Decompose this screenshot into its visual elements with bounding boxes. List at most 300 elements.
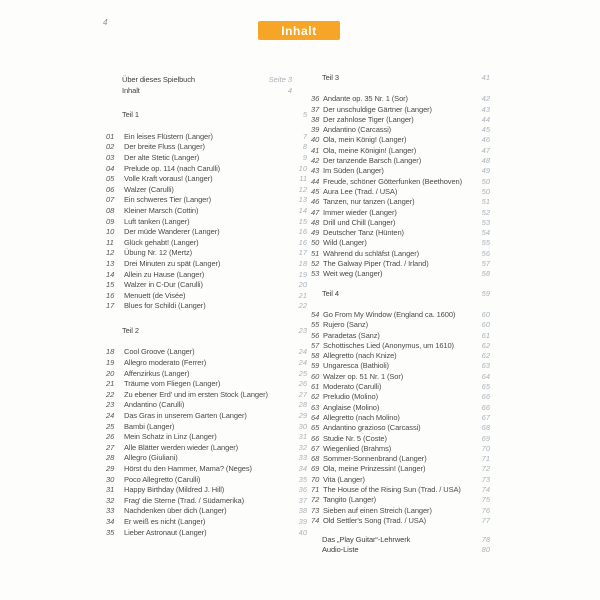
entry-page-number: 73 — [481, 474, 490, 484]
entry-title: Sieben auf einen Streich (Langer) — [323, 505, 432, 515]
entry-title: Walzer op. 51 Nr. 1 (Sor) — [323, 371, 404, 381]
entry-page-number: 43 — [481, 104, 490, 114]
toc-entry-row — [106, 164, 307, 175]
entry-page-number: 53 — [481, 217, 490, 227]
entry-title: Ein schweres Tier (Langer) — [124, 195, 212, 205]
entry-number: 29 — [106, 464, 115, 473]
toc-entry-row — [311, 485, 490, 495]
entry-title: Übung Nr. 12 (Mertz) — [124, 248, 193, 258]
toc-entry-row — [106, 485, 307, 496]
toc-entry-row — [106, 280, 307, 291]
entry-page-number: 34 — [298, 464, 307, 473]
entry-page-number: 60 — [481, 320, 490, 330]
entry-title: Volle Kraft voraus! (Langer) — [124, 174, 213, 184]
toc-entry-row — [106, 174, 307, 185]
toc-meta-row — [311, 535, 490, 545]
toc-entry-row — [311, 166, 490, 176]
entry-number: 67 — [311, 443, 320, 453]
entry-page-number: 16 — [298, 237, 307, 247]
entry-title: Mein Schatz in Linz (Langer) — [124, 432, 217, 442]
entry-title: Alle Blätter werden wieder (Langer) — [124, 442, 239, 452]
entry-page-number: 29 — [298, 411, 307, 421]
entry-title: Old Settler's Song (Trad. / USA) — [323, 515, 426, 525]
entry-page-number: 49 — [481, 166, 490, 176]
entry-number: 18 — [106, 347, 115, 357]
entry-page-number: 65 — [481, 382, 490, 392]
toc-entry-row — [311, 423, 490, 433]
section-title: Teil 4 — [322, 288, 339, 298]
entry-number: 45 — [311, 186, 320, 196]
entry-number: 46 — [311, 197, 320, 207]
toc-entry-row — [311, 218, 490, 228]
entry-title: Studie Nr. 5 (Coste) — [323, 433, 387, 443]
entry-title: The House of the Rising Sun (Trad. / USA) — [323, 484, 461, 494]
entry-page-number: 50 — [481, 176, 490, 186]
section-page-number: 23 — [298, 325, 307, 335]
toc-entry-row — [311, 135, 490, 145]
toc-meta-row — [311, 545, 490, 555]
entry-title: Walzer in C-Dur (Carulli) — [124, 280, 203, 290]
toc-entry-row — [311, 310, 490, 320]
entry-number: 19 — [106, 358, 115, 368]
entry-title: Glück gehabt! (Langer) — [124, 237, 199, 247]
entry-title: Go From My Window (England ca. 1600) — [323, 309, 456, 319]
entry-number: 10 — [106, 227, 115, 237]
entry-page-number: 12 — [298, 184, 307, 194]
entry-page-number: 15 — [298, 216, 307, 226]
entry-number: 12 — [106, 248, 115, 258]
entry-title: Träume vom Fliegen (Langer) — [124, 379, 221, 389]
entry-page-number: 33 — [298, 453, 307, 463]
entry-page-number: 28 — [298, 400, 307, 410]
entry-title: Kleiner Marsch (Cottin) — [124, 205, 199, 215]
entry-title: Allegretto (nach Molino) — [323, 412, 400, 422]
entry-number: 61 — [311, 382, 320, 392]
entry-number: 63 — [311, 402, 320, 412]
section-title: Teil 3 — [322, 73, 339, 82]
entry-number: 48 — [311, 217, 320, 227]
entry-page-number: 37 — [298, 495, 307, 505]
entry-title: Walzer (Carulli) — [124, 184, 174, 194]
entry-page-number: 55 — [481, 238, 490, 248]
entry-number: 70 — [311, 474, 320, 484]
entry-page-number: 50 — [481, 186, 490, 196]
entry-title: Ola, meine Königin! (Langer) — [323, 145, 417, 155]
toc-entry-row — [311, 361, 490, 371]
entry-title: Aura Lee (Trad. / USA) — [323, 186, 398, 196]
entry-number: 14 — [106, 269, 115, 279]
meta-title: Inhalt — [122, 85, 140, 95]
entry-number: 50 — [311, 238, 320, 248]
section-header-row — [311, 73, 490, 83]
entry-page-number: 14 — [298, 205, 307, 215]
entry-number: 08 — [106, 205, 115, 215]
toc-entry-row — [311, 331, 490, 341]
toc-entry-row — [311, 351, 490, 361]
entry-title: Allein zu Hause (Langer) — [124, 269, 205, 279]
entry-number: 58 — [311, 351, 320, 361]
entry-number: 30 — [106, 474, 115, 484]
entry-title: Allegretto (nach Knize) — [323, 351, 397, 361]
entry-number: 47 — [311, 207, 320, 217]
entry-page-number: 61 — [481, 330, 490, 340]
entry-title: Prelude op. 114 (nach Carulli) — [124, 163, 221, 173]
entry-title: Andante op. 35 Nr. 1 (Sor) — [323, 94, 408, 104]
entry-page-number: 25 — [298, 368, 307, 378]
entry-title: Bambi (Langer) — [124, 421, 175, 431]
entry-page-number: 24 — [298, 347, 307, 357]
toc-entry-row — [106, 217, 307, 228]
entry-number: 09 — [106, 216, 115, 226]
entry-title: Während du schläfst (Langer) — [323, 248, 420, 258]
toc-entry-row — [106, 358, 307, 369]
entry-number: 38 — [311, 114, 320, 124]
toc-entry-row — [311, 177, 490, 187]
toc-entry-row — [106, 227, 307, 238]
entry-number: 06 — [106, 184, 115, 194]
entry-number: 16 — [106, 290, 115, 300]
entry-page-number: 24 — [298, 358, 307, 368]
toc-entry-row — [311, 413, 490, 423]
toc-entry-row — [311, 444, 490, 454]
section-page-number: 59 — [481, 288, 490, 298]
toc-entry-row — [311, 94, 490, 104]
toc-entry-row — [311, 506, 490, 516]
toc-entry-row — [106, 432, 307, 443]
toc-entry-row — [311, 238, 490, 248]
entry-title: Er weiß es nicht (Langer) — [124, 516, 206, 526]
entry-title: Tangito (Langer) — [323, 495, 377, 505]
entry-number: 59 — [311, 361, 320, 371]
entry-number: 68 — [311, 454, 320, 464]
entry-title: Der müde Wanderer (Langer) — [124, 227, 220, 237]
entry-title: Rujero (Sanz) — [323, 320, 368, 330]
toc-entry-row — [311, 454, 490, 464]
entry-number: 60 — [311, 371, 320, 381]
entry-number: 01 — [106, 131, 115, 141]
entry-title: Andantino (Carcassi) — [323, 125, 392, 135]
entry-number: 65 — [311, 423, 320, 433]
entry-page-number: 58 — [481, 269, 490, 279]
entry-page-number: 69 — [481, 433, 490, 443]
entry-title: Zu ebener Erd' und im ersten Stock (Langer) — [124, 389, 268, 399]
entry-title: Drill und Chill (Langer) — [323, 217, 396, 227]
entry-title: Andantino (Carulli) — [124, 400, 185, 410]
entry-title: Ola, mein König! (Langer) — [323, 135, 407, 145]
entry-number: 24 — [106, 411, 115, 421]
entry-page-number: 38 — [298, 506, 307, 516]
toc-entry-row — [106, 270, 307, 281]
entry-title: Der unschuldige Gärtner (Langer) — [323, 104, 432, 114]
entry-number: 74 — [311, 515, 320, 525]
entry-title: Deutscher Tanz (Hünten) — [323, 228, 404, 238]
entry-title: Hörst du den Hammer, Mama? (Neges) — [124, 464, 252, 473]
entry-title: Cool Groove (Langer) — [124, 347, 195, 357]
entry-page-number: 27 — [298, 389, 307, 399]
entry-title: Paradetas (Sanz) — [323, 330, 380, 340]
entry-page-number: 64 — [481, 371, 490, 381]
toc-entry-row — [311, 228, 490, 238]
entry-page-number: 60 — [481, 309, 490, 319]
entry-title: Der zahnlose Tiger (Langer) — [323, 114, 414, 124]
toc-entry-row — [106, 400, 307, 411]
toc-entry-row — [311, 382, 490, 392]
section-title: Teil 2 — [122, 325, 139, 335]
toc-entry-row — [311, 341, 490, 351]
entry-page-number: 77 — [481, 515, 490, 525]
entry-page-number: 63 — [481, 361, 490, 371]
toc-entry-row — [311, 105, 490, 115]
entry-number: 41 — [311, 145, 320, 155]
meta-page-number: 80 — [481, 545, 490, 555]
toc-entry-row — [106, 195, 307, 206]
toc-entry-row — [311, 475, 490, 485]
entry-page-number: 62 — [481, 340, 490, 350]
entry-page-number: 36 — [298, 485, 307, 495]
toc-entry-row — [311, 249, 490, 259]
entry-page-number: 35 — [298, 474, 307, 484]
entry-number: 32 — [106, 495, 115, 505]
entry-page-number: 42 — [481, 94, 490, 104]
entry-title: Andantino grazioso (Carcassi) — [323, 423, 421, 433]
entry-title: Ungaresca (Bathioli) — [323, 361, 389, 371]
entry-page-number: 44 — [481, 114, 490, 124]
entry-page-number: 11 — [299, 174, 307, 184]
entry-page-number: 56 — [481, 248, 490, 258]
entry-page-number: 31 — [298, 432, 307, 442]
toc-entry-row — [311, 320, 490, 330]
entry-number: 71 — [311, 484, 320, 494]
toc-entry-row — [106, 153, 307, 164]
entry-title: Wild (Langer) — [323, 238, 367, 248]
corner-page-number: 4 — [103, 18, 108, 27]
meta-page-number: 78 — [481, 535, 490, 545]
entry-number: 64 — [311, 412, 320, 422]
toc-entry-row — [311, 259, 490, 269]
toc-entry-row — [106, 464, 307, 475]
toc-entry-row — [106, 369, 307, 380]
toc-entry-row — [106, 248, 307, 259]
toc-entry-row — [106, 259, 307, 270]
meta-title: Das „Play Guitar“-Lehrwerk — [322, 535, 411, 545]
entry-page-number: 40 — [298, 527, 307, 537]
entry-title: Ola, meine Prinzessin! (Langer) — [323, 464, 426, 474]
entry-title: Weit weg (Langer) — [323, 269, 383, 279]
entry-number: 56 — [311, 330, 320, 340]
toc-entry-row — [311, 197, 490, 207]
entry-number: 28 — [106, 453, 115, 463]
entry-title: Schottisches Lied (Anonymus, um 1610) — [323, 340, 454, 350]
toc-entry-row — [106, 517, 307, 528]
entry-number: 34 — [106, 516, 115, 526]
toc-entry-row — [311, 115, 490, 125]
toc-entry-row — [106, 506, 307, 517]
toc-column-left — [106, 70, 307, 538]
entry-page-number: 70 — [481, 443, 490, 453]
entry-number: 36 — [311, 94, 320, 104]
toc-entry-row — [106, 301, 307, 312]
entry-number: 07 — [106, 195, 115, 205]
entry-title: Luft tanken (Langer) — [124, 216, 190, 226]
entry-number: 11 — [106, 237, 114, 247]
entry-title: Ein leises Flüstern (Langer) — [124, 131, 213, 141]
entry-title: Nachdenken über dich (Langer) — [124, 506, 227, 516]
entry-page-number: 74 — [481, 484, 490, 494]
entry-title: Immer wieder (Langer) — [323, 207, 397, 217]
entry-page-number: 7 — [302, 131, 307, 141]
entry-number: 35 — [106, 527, 115, 537]
entry-title: Anglaise (Molino) — [323, 402, 380, 412]
entry-number: 66 — [311, 433, 320, 443]
entry-title: Allegro moderato (Ferrer) — [124, 358, 207, 368]
entry-title: Happy Birthday (Mildred J. Hill) — [124, 485, 225, 495]
entry-number: 13 — [106, 258, 115, 268]
entry-title: Im Süden (Langer) — [323, 166, 384, 176]
entry-page-number: 18 — [298, 258, 307, 268]
entry-page-number: 67 — [481, 412, 490, 422]
toc-entry-row — [311, 269, 490, 279]
entry-title: Poco Allegretto (Carulli) — [124, 474, 201, 484]
entry-title: Moderato (Carulli) — [323, 382, 382, 392]
toc-entry-row — [106, 132, 307, 143]
entry-number: 17 — [106, 301, 115, 311]
meta-title: Über dieses Spielbuch — [122, 75, 195, 84]
entry-title: Frag' die Sterne (Trad. / Südamerika) — [124, 495, 245, 505]
toc-column-right — [311, 70, 490, 556]
toc-entry-row — [311, 125, 490, 135]
toc-entry-row — [106, 347, 307, 358]
entry-number: 73 — [311, 505, 320, 515]
toc-meta-row — [106, 75, 307, 86]
entry-page-number: 32 — [298, 442, 307, 452]
entry-number: 39 — [311, 125, 320, 135]
entry-number: 49 — [311, 228, 320, 238]
toc-entry-row — [311, 156, 490, 166]
entry-page-number: 45 — [481, 125, 490, 135]
entry-number: 40 — [311, 135, 320, 145]
entry-page-number: 13 — [298, 195, 307, 205]
entry-number: 69 — [311, 464, 320, 474]
toc-entry-row — [106, 390, 307, 401]
entry-page-number: 72 — [481, 464, 490, 474]
entry-number: 55 — [311, 320, 320, 330]
entry-number: 20 — [106, 368, 115, 378]
toc-entry-row — [106, 291, 307, 302]
entry-number: 72 — [311, 495, 320, 505]
entry-number: 25 — [106, 421, 115, 431]
toc-entry-row — [106, 411, 307, 422]
entry-page-number: 16 — [298, 227, 307, 237]
entry-number: 04 — [106, 163, 115, 173]
section-header-row — [106, 326, 307, 337]
entry-number: 33 — [106, 506, 115, 516]
entry-number: 43 — [311, 166, 320, 176]
entry-number: 54 — [311, 309, 320, 319]
entry-title: Drei Minuten zu spät (Langer) — [124, 258, 221, 268]
entry-page-number: 20 — [298, 280, 307, 290]
entry-title: Menuett (de Visée) — [124, 290, 186, 300]
toc-entry-row — [311, 403, 490, 413]
entry-title: Blues for Schildi (Langer) — [124, 301, 206, 311]
entry-number: 23 — [106, 400, 115, 410]
section-header-row — [106, 110, 307, 121]
entry-page-number: 19 — [298, 269, 307, 279]
entry-number: 15 — [106, 280, 115, 290]
toc-entry-row — [311, 146, 490, 156]
toc-entry-row — [106, 142, 307, 153]
section-title: Teil 1 — [122, 110, 139, 120]
entry-number: 53 — [311, 269, 320, 279]
entry-title: Vita (Langer) — [323, 474, 365, 484]
entry-number: 52 — [311, 259, 320, 269]
toc-entry-row — [311, 495, 490, 505]
entry-page-number: 48 — [481, 156, 490, 166]
toc-entry-row — [311, 464, 490, 474]
entry-page-number: 62 — [481, 351, 490, 361]
entry-page-number: 71 — [481, 454, 490, 464]
entry-page-number: 76 — [481, 505, 490, 515]
entry-title: Der breite Fluss (Langer) — [124, 142, 205, 152]
section-header-row — [311, 289, 490, 299]
toc-entry-row — [311, 187, 490, 197]
entry-number: 21 — [106, 379, 115, 389]
entry-number: 57 — [311, 340, 320, 350]
entry-number: 22 — [106, 389, 115, 399]
entry-page-number: 21 — [298, 290, 307, 300]
toc-entry-row — [311, 516, 490, 526]
entry-number: 62 — [311, 392, 320, 402]
toc-entry-row — [311, 208, 490, 218]
meta-title: Audio-Liste — [322, 545, 359, 555]
toc-entry-row — [106, 206, 307, 217]
entry-title: Der tanzende Barsch (Langer) — [323, 156, 422, 166]
entry-title: The Galway Piper (Trad. / Irland) — [323, 259, 429, 269]
entry-page-number: 10 — [298, 163, 307, 173]
entry-page-number: 8 — [302, 142, 307, 152]
meta-page-number: 4 — [287, 85, 292, 95]
entry-title: Das Gras in unserem Garten (Langer) — [124, 411, 247, 421]
entry-page-number: 9 — [302, 152, 307, 162]
entry-page-number: 68 — [481, 423, 490, 433]
entry-page-number: 66 — [481, 392, 490, 402]
entry-number: 27 — [106, 442, 115, 452]
entry-page-number: 26 — [298, 379, 307, 389]
entry-page-number: 52 — [481, 207, 490, 217]
toc-entry-row — [106, 528, 307, 539]
entry-title: Tanzen, nur tanzen (Langer) — [323, 197, 415, 207]
entry-number: 51 — [311, 248, 320, 258]
toc-entry-row — [106, 185, 307, 196]
entry-number: 44 — [311, 176, 320, 186]
inhalt-badge: Inhalt — [258, 21, 340, 40]
entry-page-number: 66 — [481, 402, 490, 412]
entry-title: Lieber Astronaut (Langer) — [124, 527, 207, 537]
entry-number: 37 — [311, 104, 320, 114]
meta-page-number: Seite 3 — [268, 75, 292, 84]
entry-title: Sommer-Sonnenbrand (Langer) — [323, 454, 427, 464]
entry-page-number: 17 — [298, 248, 307, 258]
entry-number: 31 — [106, 485, 115, 495]
entry-number: 26 — [106, 432, 115, 442]
entry-page-number: 75 — [481, 495, 490, 505]
entry-page-number: 57 — [481, 259, 490, 269]
entry-title: Preludio (Molino) — [323, 392, 378, 402]
entry-number: 42 — [311, 156, 320, 166]
toc-meta-row — [106, 86, 307, 97]
entry-page-number: 22 — [298, 301, 307, 311]
toc-entry-row — [106, 443, 307, 454]
toc-entry-row — [106, 422, 307, 433]
